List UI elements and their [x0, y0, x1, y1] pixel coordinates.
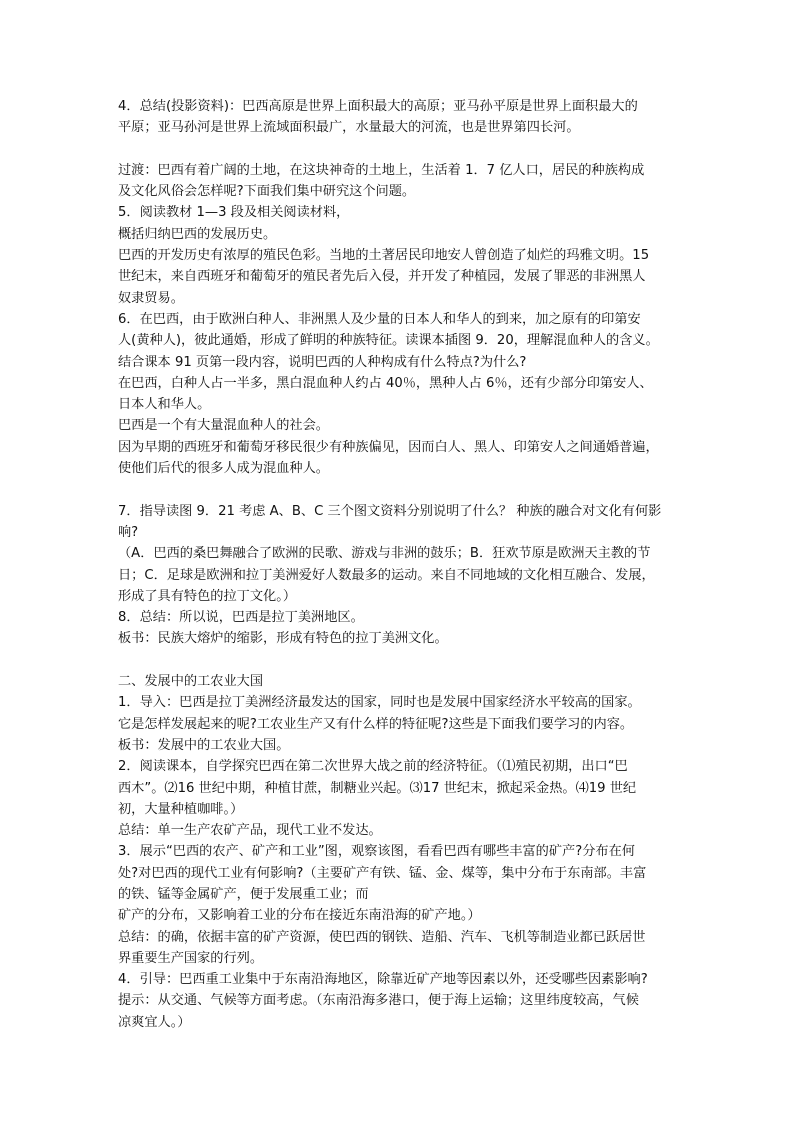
text-line: 世纪末，来自西班牙和葡萄牙的殖民者先后入侵，并开发了种植园，发展了罪恶的非洲黑人	[118, 269, 646, 285]
text-line: 总结：的确，依据丰富的矿产资源，使巴西的钢铁、造船、汽车、飞机等制造业都已跃居世	[118, 929, 646, 945]
text-line: 6．在巴西，由于欧洲白种人、非洲黑人及少量的日本人和华人的到来，加之原有的印第安	[118, 311, 641, 327]
text-line: 4．引导：巴西重工业集中于东南沿海地区，除靠近矿产地等因素以外，还受哪些因素影响?	[118, 972, 648, 988]
blank-line	[118, 650, 688, 671]
text-line: 结合课本 91 页第一段内容，说明巴西的人种构成有什么特点?为什么?	[118, 354, 527, 370]
text-line: 它是怎样发展起来的呢?工农业生产又有什么样的特征呢?这些是下面我们要学习的内容。	[118, 716, 634, 732]
text-line: 日；C．足球是欧洲和拉丁美洲爱好人数最多的运动。来自不同地域的文化相互融合、发展，	[118, 567, 655, 583]
text-line: 界重要生产国家的行列。	[118, 950, 264, 966]
blank-line	[118, 479, 688, 500]
text-line: 响?	[118, 524, 139, 540]
text-line: 概括归纳巴西的发展历史。	[118, 226, 277, 242]
text-line: 2．阅读课本，自学探究巴西在第二次世界大战之前的经济特征。（⑴殖民初期，出口“巴	[118, 759, 628, 775]
text-line: 总结：单一生产农矿产品，现代工业不发达。	[118, 823, 382, 839]
text-line: 板书：民族大熔炉的缩影，形成有特色的拉丁美洲文化。	[118, 631, 448, 647]
text-line: 人(黄种人)，彼此通婚，形成了鲜明的种族特征。读课本插图 9．20，理解混血种人的含义。	[118, 333, 659, 349]
text-line: 凉爽宜人。）	[118, 1014, 191, 1030]
text-line: （A．巴西的桑巴舞融合了欧洲的民歌、游戏与非洲的鼓乐；B．狂欢节原是欧洲天主教的节	[118, 546, 651, 562]
text-line: 二、发展中的工农业大国	[118, 674, 264, 690]
document-body	[118, 96, 688, 1033]
text-line: 日本人和华人。	[118, 397, 211, 413]
text-line: 使他们后代的很多人成为混血种人。	[118, 461, 329, 477]
text-line: 提示：从交通、气候等方面考虑。（东南沿海多港口，便于海上运输；这里纬度较高，气候	[118, 993, 639, 1009]
text-line: 因为早期的西班牙和葡萄牙移民很少有种族偏见，因而白人、黑人、印第安人之间通婚普遍，	[118, 439, 659, 455]
text-line: 8．总结：所以说，巴西是拉丁美洲地区。	[118, 610, 364, 626]
text-line: 7．指导读图 9．21 考虑 A、B、C 三个图文资料分别说明了什么？ 种族的融合对文化有何影	[118, 503, 662, 519]
text-line: 处?对巴西的现代工业有何影响?（主要矿产有铁、锰、金、煤等，集中分布于东南部。丰富	[118, 865, 647, 881]
text-line: 西木”。⑵16 世纪中期，种植甘蔗，制糖业兴起。⑶17 世纪末，掀起采金热。⑷19 世纪	[118, 780, 637, 796]
text-line: 4．总结(投影资料)：巴西高原是世界上面积最大的高原；亚马孙平原是世界上面积最大的	[118, 99, 638, 114]
text-line: 在巴西，白种人占一半多，黑白混血种人约占 40％，黑种人占 6％，还有少部分印第安人、	[118, 375, 653, 391]
text-line: 奴隶贸易。	[118, 290, 184, 306]
text-line: 板书：发展中的工农业大国。	[118, 737, 290, 753]
text-line: 巴西是一个有大量混血种人的社会。	[118, 418, 329, 434]
text-line: 3．展示“巴西的农产、矿产和工业”图，观察该图，看看巴西有哪些丰富的矿产?分布在何	[118, 844, 635, 860]
text-line: 矿产的分布，又影响着工业的分布在接近东南沿海的矿产地。）	[118, 908, 481, 924]
text-line: 初，大量种植咖啡。）	[118, 801, 244, 817]
text-line: 过渡：巴西有着广阔的土地，在这块神奇的土地上，生活着 1．7 亿人口，居民的种族构成	[118, 162, 645, 178]
text-line: 形成了具有特色的拉丁文化。）	[118, 588, 297, 604]
text-line: 的铁、锰等金属矿产，便于发展重工业；而	[118, 886, 369, 902]
text-line: 5．阅读教材 1—3 段及相关阅读材料，	[118, 205, 350, 221]
blank-line	[118, 139, 688, 160]
text-line: 1．导入：巴西是拉丁美洲经济最发达的国家，同时也是发展中国家经济水平较高的国家。	[118, 695, 641, 711]
text-line: 及文化风俗会怎样呢?下面我们集中研究这个问题。	[118, 184, 416, 200]
text-line: 巴西的开发历史有浓厚的殖民色彩。当地的土著居民印地安人曾创造了灿烂的玛雅文明。15	[118, 248, 650, 264]
text-line: 平原；亚马孙河是世界上流域面积最广，水量最大的河流，也是世界第四长河。	[118, 120, 580, 136]
